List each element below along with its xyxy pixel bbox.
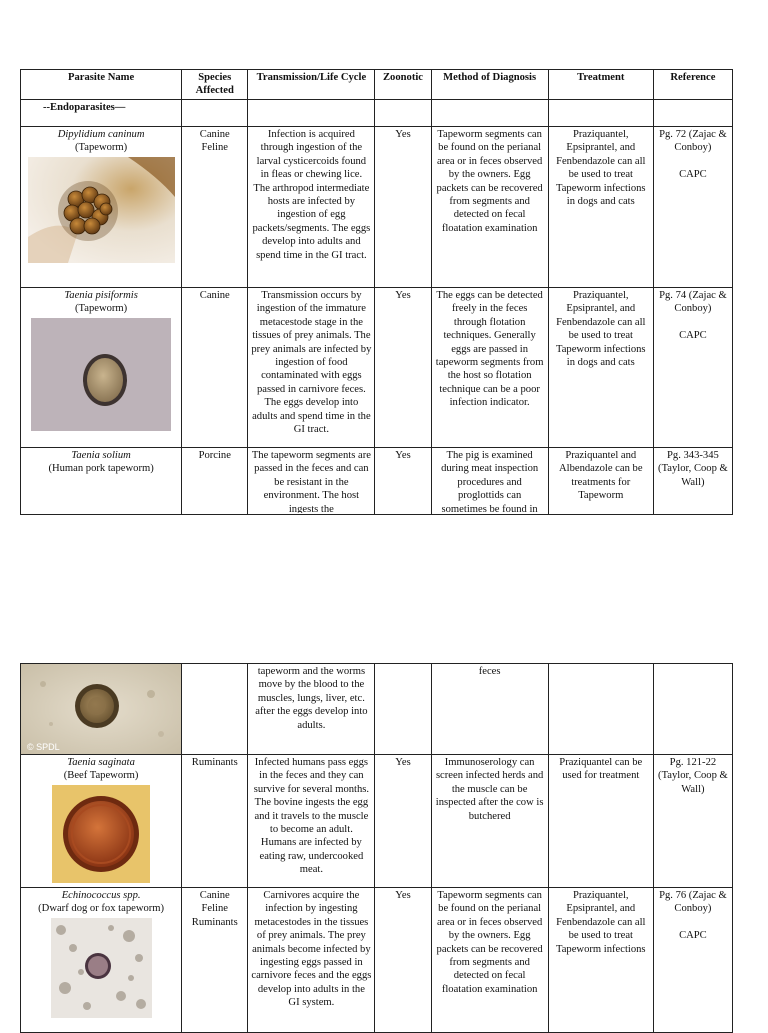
parasite-common-name: (Tapeworm) <box>75 142 128 154</box>
diagnosis-cell: Immunoserology can screen infected herds and the muscle can be inspected after the cow is butchered <box>431 755 548 888</box>
section-row <box>21 100 733 127</box>
parasite-name-cell <box>21 755 182 888</box>
diagnosis-cell: feces <box>431 664 548 755</box>
parasite-name-cell <box>21 888 182 1033</box>
species-item: Feline <box>201 142 228 154</box>
reference-cell: Pg. 121-22 (Taylor, Coop & Wall) <box>653 755 732 888</box>
reference-cell <box>653 288 732 448</box>
parasite-name-cell <box>21 448 182 515</box>
reference-cell <box>653 127 732 288</box>
transmission-cell: Infected humans pass eggs in the feces and they can survive for several months. The bovine ingests the egg and it travels to the muscle to become an adult. Humans are infected by eating raw, undercooked meat. <box>248 755 375 888</box>
reference-item: Pg. 72 (Zajac & Conboy) <box>659 129 727 154</box>
zoonotic-cell: Yes <box>375 127 431 288</box>
reference-item: Pg. 76 (Zajac & Conboy) <box>659 890 727 915</box>
parasite-common-name: (Beef Tapeworm) <box>63 770 139 782</box>
transmission-cell: The tapeworm segments are passed in the feces and can be resistant in the environment. The host ingests the <box>248 448 375 515</box>
treatment-cell: Praziquantel, Epsiprantel, and Fenbendazole can all be used to treat Tapeworm infections in dogs and cats <box>548 127 653 288</box>
parasite-name-cell <box>21 127 182 288</box>
species-item: Porcine <box>198 450 231 461</box>
header-treatment: Treatment <box>548 70 653 100</box>
table-row <box>21 127 733 288</box>
parasite-name: Taenia solium <box>71 450 131 461</box>
zoonotic-cell: Yes <box>375 448 431 515</box>
reference-item: Pg. 74 (Zajac & Conboy) <box>659 290 727 315</box>
reference-cell: Pg. 343-345 (Taylor, Coop & Wall) <box>653 448 732 515</box>
parasite-table-part-1 <box>20 69 733 515</box>
parasite-name: Taenia pisiformis <box>64 290 138 301</box>
zoonotic-cell: Yes <box>375 888 431 1033</box>
zoonotic-cell: Yes <box>375 755 431 888</box>
treatment-cell: Praziquantel, Epsiprantel, and Fenbendazole can all be used to treat Tapeworm infections <box>548 888 653 1033</box>
species-item: Feline <box>201 903 228 915</box>
zoonotic-cell: Yes <box>375 288 431 448</box>
reference-item: CAPC <box>679 329 707 341</box>
table-row <box>21 288 733 448</box>
taenia-solium-egg-micrograph <box>21 664 181 754</box>
species-item: Canine <box>199 129 230 140</box>
treatment-cell: Praziquantel can be used for treatment <box>548 755 653 888</box>
egg-packet-micrograph <box>28 157 175 263</box>
diagnosis-cell: Tapeworm segments can be found on the perianal area or in feces observed by the owners. Egg packets can be recovered from segments and detected on fecal floatation examination <box>431 888 548 1033</box>
section-label: --Endoparasites— <box>21 100 182 127</box>
table-row <box>21 448 733 515</box>
header-row <box>21 70 733 100</box>
echinococcus-egg-micrograph <box>51 918 152 1018</box>
header-transmission: Transmission/Life Cycle <box>248 70 375 100</box>
species-cell <box>182 288 248 448</box>
species-cell <box>182 448 248 515</box>
species-cell <box>182 127 248 288</box>
header-zoonotic: Zoonotic <box>375 70 431 100</box>
transmission-cell: Transmission occurs by ingestion of the immature metacestode stage in the tissues of prey animals. The prey animals are infected by ingestion of food contaminated with eggs passed in carnivore feces. The eggs develop into adults and spend time in the GI tract. <box>248 288 375 448</box>
species-item: Ruminants <box>191 916 238 928</box>
parasite-name-cell <box>21 288 182 448</box>
table-row <box>21 755 733 888</box>
parasite-image-cell <box>21 664 182 755</box>
transmission-cell: Carnivores acquire the infection by ingesting metacestodes in the tissues of prey animals. The prey animals become infected by ingesting eggs passed in carnivore feces and the eggs develop into adults in the GI system. <box>248 888 375 1033</box>
species-cell <box>182 888 248 1033</box>
diagnosis-cell: The pig is examined during meat inspection procedures and proglottids can sometimes be found in <box>431 448 548 515</box>
diagnosis-cell: The eggs can be detected freely in the feces through flotation techniques. Generally eggs are passed in tapeworm segments from the host so flotation technique can be a poor infection indicator. <box>431 288 548 448</box>
parasite-name: Echinococcus spp. <box>61 890 141 901</box>
parasite-table-part-2 <box>20 663 733 1033</box>
image-watermark: © SPDL <box>27 742 60 752</box>
header-parasite-name: Parasite Name <box>21 70 182 100</box>
treatment-cell: Praziquantel, Epsiprantel, and Fenbendazole can all be used to treat Tapeworm infections in dogs and cats <box>548 288 653 448</box>
table-row-continued <box>21 664 733 755</box>
header-reference: Reference <box>653 70 732 100</box>
species-item: Canine <box>199 290 230 301</box>
header-diagnosis: Method of Diagnosis <box>431 70 548 100</box>
taenia-saginata-egg-micrograph <box>52 785 150 883</box>
parasite-common-name: (Human pork tapeworm) <box>48 463 154 475</box>
species-item: Ruminants <box>191 757 238 768</box>
parasite-common-name: (Tapeworm) <box>75 303 128 315</box>
parasite-name: Dipylidium caninum <box>57 129 145 140</box>
header-species: Species Affected <box>182 70 248 100</box>
species-item: Canine <box>199 890 230 901</box>
reference-item: CAPC <box>679 929 707 941</box>
diagnosis-cell: Tapeworm segments can be found on the perianal area or in feces observed by the owners. Egg packets can be recovered from segments and detected on fecal floatation examination <box>431 127 548 288</box>
reference-cell <box>653 888 732 1033</box>
transmission-cell: tapeworm and the worms move by the blood to the muscles, lungs, liver, etc. after the eggs develop into adults. <box>248 664 375 755</box>
taenia-egg-micrograph <box>31 318 171 431</box>
transmission-cell: Infection is acquired through ingestion of the larval cysticercoids found in fleas or chewing lice. The arthropod intermediate hosts are infected by ingestion of egg packets/segments. The eggs develop into adults and spend time in the GI tract. <box>248 127 375 288</box>
parasite-common-name: (Dwarf dog or fox tapeworm) <box>38 903 165 915</box>
parasite-name: Taenia saginata <box>67 757 135 768</box>
table-row <box>21 888 733 1033</box>
treatment-cell: Praziquantel and Albendazole can be treatments for Tapeworm <box>548 448 653 515</box>
reference-item: CAPC <box>679 168 707 180</box>
species-cell <box>182 755 248 888</box>
